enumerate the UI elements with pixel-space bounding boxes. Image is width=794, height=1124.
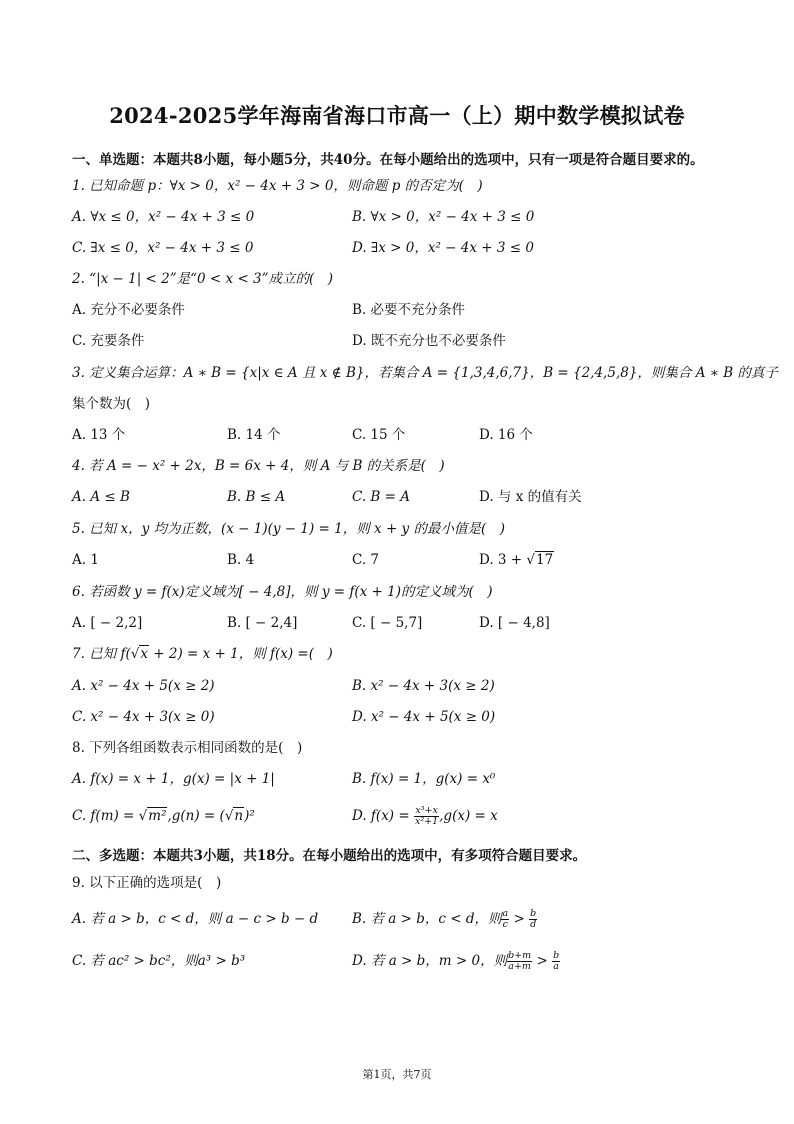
fraction-denominator: a <box>553 961 559 972</box>
fraction-numerator: a <box>502 908 509 919</box>
question-4-option-c: C. B = A <box>352 489 410 505</box>
question-4-option-b: B. B ≤ A <box>227 489 286 505</box>
fraction-numerator: x³+x <box>415 805 438 816</box>
comparison-operator: > <box>509 911 530 927</box>
page-title: 2024-2025学年海南省海口市高一（上）期中数学模拟试卷 <box>109 103 685 128</box>
question-4-option-a: A. A ≤ B <box>72 489 130 505</box>
option-c-suffix: )² <box>244 808 255 824</box>
option-d-prefix: D. 若 a > b，m > 0，则 <box>352 953 508 969</box>
question-6-option-b: B. [ − 2,4] <box>227 615 298 631</box>
question-2-option-a: A. 充分不必要条件 <box>72 302 185 318</box>
question-6-option-a: A. [ − 2,2] <box>72 615 143 631</box>
question-1-option-d: D. ∃x > 0，x² − 4x + 3 ≤ 0 <box>352 240 534 256</box>
sqrt-radicand: x <box>140 646 148 662</box>
question-9-option-b <box>352 909 537 930</box>
option-c-middle: ,g(n) = ( <box>167 808 225 824</box>
option-d-suffix: ,g(x) = x <box>439 808 498 824</box>
question-7-option-d: D. x² − 4x + 5(x ≥ 0) <box>352 709 496 725</box>
fraction-numerator: b <box>553 950 560 961</box>
sqrt-radicand: m² <box>148 808 167 824</box>
sqrt-radicand-2: n <box>234 808 244 824</box>
question-3-stem-line-1: 3. 定义集合运算：A ∗ B = {x|x ∈ A 且 x ∉ B}，若集合 A = {1,3,4,6,7}，B = {2,4,5,8}，则集合 A ∗ B 的真子 <box>72 365 778 381</box>
question-6-option-d: D. [ − 4,8] <box>479 615 550 631</box>
sqrt-symbol: √ <box>224 808 234 824</box>
question-5-option-c: C. 7 <box>352 552 380 568</box>
fraction <box>501 909 509 930</box>
question-5-option-a: A. 1 <box>72 552 99 568</box>
option-d-prefix: D. f(x) = <box>352 808 414 824</box>
fraction-denominator: c <box>502 919 508 930</box>
fraction <box>552 951 560 972</box>
question-1-option-c: C. ∃x ≤ 0，x² − 4x + 3 ≤ 0 <box>72 240 254 256</box>
question-3-stem-line-2: 集个数为( ) <box>72 396 151 412</box>
question-1-option-a: A. ∀x ≤ 0，x² − 4x + 3 ≤ 0 <box>72 209 255 225</box>
question-1-stem: 1. 已知命题 p：∀x > 0，x² − 4x + 3 > 0，则命题 p 的否定为( ) <box>72 178 483 194</box>
fraction-numerator: b <box>530 908 537 919</box>
question-6-option-c: C. [ − 5,7] <box>352 615 423 631</box>
question-6-stem: 6. 若函数 y = f(x)定义域为[ − 4,8]，则 y = f(x + 1)的定义域为( ) <box>72 584 493 600</box>
page-footer: 第1页，共7页 <box>362 1068 432 1081</box>
stem-suffix: + 2) = x + 1，则 f(x) =( ) <box>148 646 333 662</box>
fraction-denominator: a+m <box>508 961 531 972</box>
comparison-operator: > <box>532 953 553 969</box>
question-8-option-b: B. f(x) = 1，g(x) = x⁰ <box>352 771 496 787</box>
section-heading-single-choice: 一、单选题：本题共8小题，每小题5分，共40分。在每小题给出的选项中，只有一项是符合题目要求的。 <box>72 152 704 168</box>
question-9-option-a: A. 若 a > b，c < d，则 a − c > b − d <box>72 911 319 927</box>
question-5-option-d <box>479 550 554 570</box>
question-4-option-d: D. 与 x 的值有关 <box>479 489 582 505</box>
question-4-stem: 4. 若 A = − x² + 2x，B = 6x + 4，则 A 与 B 的关系是( ) <box>72 458 445 474</box>
question-7-option-c: C. x² − 4x + 3(x ≥ 0) <box>72 709 215 725</box>
question-8-option-c <box>72 806 255 826</box>
question-7-option-b: B. x² − 4x + 3(x ≥ 2) <box>352 678 495 694</box>
question-3-option-d: D. 16 个 <box>479 427 533 443</box>
stem-prefix: 7. 已知 f( <box>72 646 131 662</box>
question-5-stem: 5. 已知 x，y 均为正数，(x − 1)(y − 1) = 1，则 x + y 的最小值是( ) <box>72 521 506 537</box>
question-3-option-a: A. 13 个 <box>72 427 126 443</box>
question-2-option-b: B. 必要不充分条件 <box>352 302 466 318</box>
question-9-stem: 9. 以下正确的选项是( ) <box>72 875 222 891</box>
question-8-stem: 8. 下列各组函数表示相同函数的是( ) <box>72 740 303 756</box>
fraction <box>529 909 537 930</box>
sqrt-radicand: 17 <box>536 552 554 568</box>
question-3-option-b: B. 14 个 <box>227 427 281 443</box>
question-7-option-a: A. x² − 4x + 5(x ≥ 2) <box>72 678 215 694</box>
sqrt-symbol: √ <box>526 552 536 568</box>
question-8-option-a: A. f(x) = x + 1，g(x) = |x + 1| <box>72 771 275 787</box>
sqrt-symbol: √ <box>130 646 140 662</box>
option-d-prefix: D. 3 + <box>479 552 527 568</box>
fraction-denominator: x²+1 <box>414 816 439 827</box>
question-8-option-d <box>352 806 498 827</box>
option-c-prefix: C. f(m) = <box>72 808 139 824</box>
question-2-option-d: D. 既不充分也不必要条件 <box>352 333 506 349</box>
question-2-option-c: C. 充要条件 <box>72 333 145 349</box>
question-1-option-b: B. ∀x > 0，x² − 4x + 3 ≤ 0 <box>352 209 535 225</box>
question-5-option-b: B. 4 <box>227 552 255 568</box>
fraction-denominator: d <box>530 919 537 930</box>
question-9-option-c: C. 若 ac² > bc²，则a³ > b³ <box>72 953 246 969</box>
option-b-prefix: B. 若 a > b，c < d，则 <box>352 911 502 927</box>
question-9-option-d <box>352 951 560 972</box>
sqrt-symbol: √ <box>138 808 148 824</box>
question-7-stem <box>72 644 333 664</box>
question-2-stem: 2. “|x − 1| < 2”是“0 < x < 3”成立的( ) <box>72 271 334 287</box>
section-heading-multiple-choice: 二、多选题：本题共3小题，共18分。在每小题给出的选项中，有多项符合题目要求。 <box>72 848 587 864</box>
fraction <box>414 806 439 827</box>
question-3-option-c: C. 15 个 <box>352 427 406 443</box>
fraction <box>507 951 532 972</box>
fraction-numerator: b+m <box>508 950 532 961</box>
